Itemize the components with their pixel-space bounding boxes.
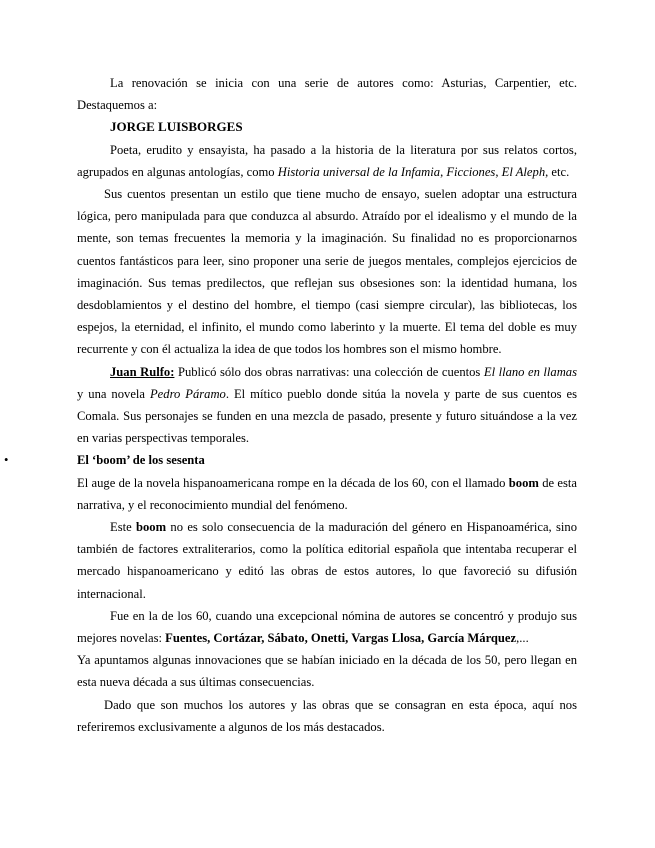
rulfo-paragraph: Juan Rulfo: Publicó sólo dos obras narrativas: una colección de cuentos El llano en llamas y una novela Pedro Páramo. El mítico pueblo donde sitúa la novela y parte de sus cuentos es Comala. Sus personajes se funden en una mezcla de pasado, presente y futuro situándose a la vez en varias perspectivas temporales. [77,364,578,446]
rulfo-name: Juan Rulfo: [110,364,175,379]
borges-paragraph-2: Sus cuentos presentan un estilo que tiene mucho de ensayo, suelen adoptar una estructura lógica, pero manipulada para que conduzca al absurdo. Atraído por el idealismo y el mundo de la mente, son temas frecuentes la memoria y la imaginación. Su finalidad no es proporcionarnos cuentos fantásticos para leer, sino proponer una serie de juegos mentales, complejos ejercicios de imaginación. Sus temas predilectos, que reflejan sus obsesiones son: la identidad humana, los desdoblamientos y el destino del hombre, el tiempo (casi siempre circular), las bibliotecas, los espejos, la eternidad, el infinito, el mundo como laberinto y la muerte. El tema del doble es muy recurrente y con él actualiza la idea de que todos los hombres son el mismo hombre. [77,187,577,357]
author-list: Fuentes, Cortázar, Sábato, Onetti, Vargas Llosa, García Márquez [165,631,517,646]
boom-paragraph-3: Fue en la de los 60, cuando una excepcional nómina de autores se concentró y produjo sus mejores novelas: Fuentes, Cortázar, Sábato, Onetti, Vargas Llosa, García Márquez,... [77,608,577,646]
boom-paragraph-5: Dado que son muchos los autores y las obras que se consagran en esta época, aquí nos referiremos exclusivamente a algunos de los más destacados. [77,697,577,734]
work-title: El llano en llamas [483,364,578,379]
work-title: Historia universal de la Infamia [277,164,441,179]
document-page [4,72,578,738]
work-title: El Aleph [501,164,546,179]
intro-paragraph: La renovación se inicia con una serie de autores como: Asturias, Carpentier, etc. Destaquemos a: [77,76,577,113]
work-title: Ficciones [446,164,496,179]
borges-heading: JORGE LUISBORGES [110,119,243,135]
boom-heading: • El ‘boom’ de los sesenta [77,449,577,471]
work-title: Pedro Páramo [149,386,226,401]
boom-paragraph-2: Este boom no es solo consecuencia de la maduración del género en Hispanoamérica, sino también de factores extraliterarios, como la política editorial española que intentaba recuperar el mercado hispanoamericano y editó las obras de estos autores, lo que favoreció su difusión internacional. [77,520,577,601]
bullet-icon: • [4,453,9,468]
boom-paragraph-1: El auge de la novela hispanoamericana rompe en la década de los 60, con el llamado boom de esta narrativa, y el reconocimiento mundial del fenómeno. [77,475,577,512]
borges-paragraph-1: Poeta, erudito y ensayista, ha pasado a la historia de la literatura por sus relatos cortos, agrupados en algunas antologías, como Historia universal de la Infamia, Ficciones, El Aleph, etc. [77,142,577,179]
boom-paragraph-4: Ya apuntamos algunas innovaciones que se habían iniciado en la década de los 50, pero llegan en esta nueva década a sus últimas consecuencias. [77,653,577,690]
